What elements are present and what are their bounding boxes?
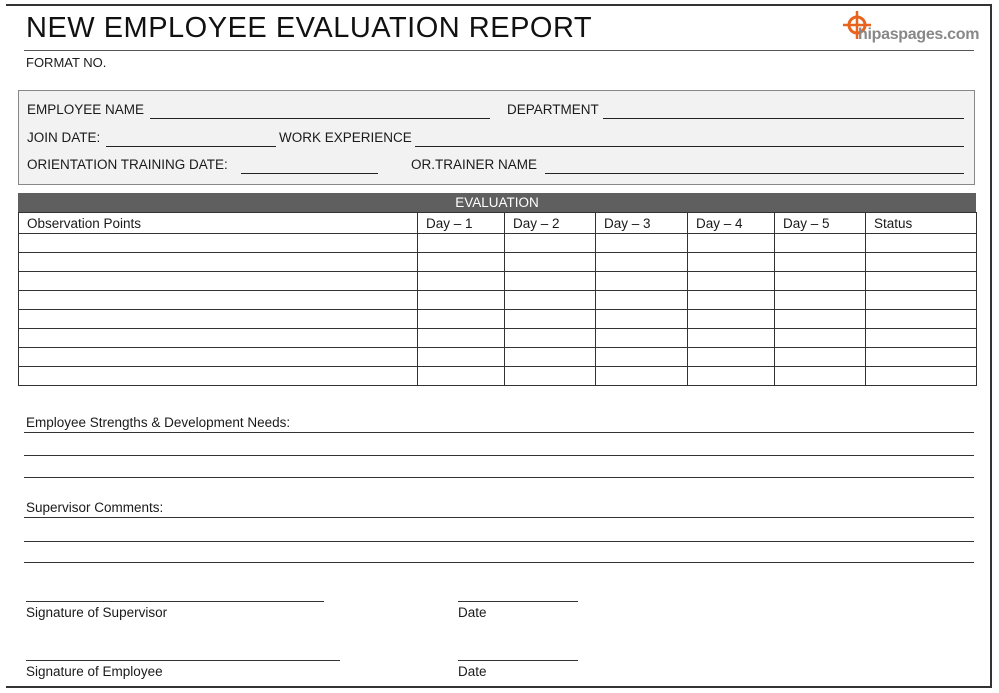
column-header-day-4: Day – 4 — [688, 213, 775, 234]
supervisor-comments-line-2[interactable] — [24, 541, 974, 542]
table-cell[interactable] — [688, 329, 775, 348]
supervisor-signature-field[interactable] — [26, 601, 324, 602]
table-row — [19, 253, 977, 272]
or-trainer-name-field[interactable] — [545, 173, 964, 174]
table-cell[interactable] — [596, 234, 688, 253]
page-title: NEW EMPLOYEE EVALUATION REPORT — [26, 12, 593, 44]
employee-name-field[interactable] — [150, 118, 490, 119]
table-cell[interactable] — [505, 329, 596, 348]
table-cell[interactable] — [19, 272, 418, 291]
table-cell[interactable] — [775, 348, 866, 367]
table-cell[interactable] — [505, 272, 596, 291]
table-cell[interactable] — [866, 272, 977, 291]
table-row — [19, 348, 977, 367]
table-cell[interactable] — [596, 291, 688, 310]
table-cell[interactable] — [866, 310, 977, 329]
table-cell[interactable] — [866, 367, 977, 386]
table-cell[interactable] — [505, 234, 596, 253]
table-cell[interactable] — [688, 348, 775, 367]
table-row — [19, 310, 977, 329]
strengths-line-3[interactable] — [24, 477, 974, 478]
table-cell[interactable] — [775, 310, 866, 329]
work-experience-label: WORK EXPERIENCE — [279, 130, 412, 145]
table-cell[interactable] — [418, 272, 505, 291]
employee-signature-label: Signature of Employee — [26, 664, 163, 679]
table-cell[interactable] — [418, 253, 505, 272]
strengths-line-2[interactable] — [24, 455, 974, 456]
table-cell[interactable] — [688, 291, 775, 310]
table-cell[interactable] — [596, 272, 688, 291]
table-cell[interactable] — [19, 329, 418, 348]
table-cell[interactable] — [19, 234, 418, 253]
table-cell[interactable] — [418, 367, 505, 386]
table-cell[interactable] — [775, 253, 866, 272]
table-cell[interactable] — [19, 253, 418, 272]
table-cell[interactable] — [688, 367, 775, 386]
employee-date-label: Date — [458, 664, 487, 679]
evaluation-heading: EVALUATION — [18, 193, 976, 212]
table-cell[interactable] — [866, 253, 977, 272]
table-cell[interactable] — [19, 367, 418, 386]
table-cell[interactable] — [19, 310, 418, 329]
column-header-day-5: Day – 5 — [775, 213, 866, 234]
employee-date-field[interactable] — [458, 660, 578, 661]
site-logo — [842, 10, 980, 46]
table-cell[interactable] — [866, 329, 977, 348]
join-date-field[interactable] — [106, 146, 276, 147]
table-cell[interactable] — [19, 348, 418, 367]
table-cell[interactable] — [505, 367, 596, 386]
employee-info-box — [18, 90, 975, 185]
orientation-training-date-field[interactable] — [241, 173, 378, 174]
strengths-line-1[interactable] — [24, 432, 974, 433]
table-cell[interactable] — [505, 291, 596, 310]
table-cell[interactable] — [688, 310, 775, 329]
table-cell[interactable] — [866, 291, 977, 310]
or-trainer-name-label: OR.TRAINER NAME — [411, 157, 538, 172]
department-field[interactable] — [603, 118, 964, 119]
table-cell[interactable] — [688, 234, 775, 253]
supervisor-signature-label: Signature of Supervisor — [26, 605, 168, 620]
table-row — [19, 329, 977, 348]
column-header-status: Status — [866, 213, 977, 234]
supervisor-date-field[interactable] — [458, 601, 578, 602]
table-cell[interactable] — [866, 348, 977, 367]
column-header-day-3: Day – 3 — [596, 213, 688, 234]
work-experience-field[interactable] — [415, 146, 964, 147]
table-cell[interactable] — [596, 253, 688, 272]
table-cell[interactable] — [505, 253, 596, 272]
column-header-day-2: Day – 2 — [505, 213, 596, 234]
employee-name-label: EMPLOYEE NAME — [27, 102, 145, 117]
format-number-label: FORMAT NO. — [26, 55, 107, 70]
table-cell[interactable] — [418, 310, 505, 329]
table-row — [19, 234, 977, 253]
department-label: DEPARTMENT — [507, 102, 599, 117]
orientation-training-date-label: ORIENTATION TRAINING DATE: — [27, 157, 228, 172]
table-cell[interactable] — [866, 234, 977, 253]
table-cell[interactable] — [775, 234, 866, 253]
table-cell[interactable] — [19, 291, 418, 310]
table-cell[interactable] — [418, 234, 505, 253]
table-cell[interactable] — [418, 329, 505, 348]
title-rule — [24, 50, 974, 51]
table-header-row — [19, 213, 977, 234]
table-cell[interactable] — [775, 367, 866, 386]
table-cell[interactable] — [505, 310, 596, 329]
table-row — [19, 367, 977, 386]
table-cell[interactable] — [596, 310, 688, 329]
table-cell[interactable] — [775, 329, 866, 348]
table-cell[interactable] — [775, 291, 866, 310]
supervisor-comments-line-3[interactable] — [24, 562, 974, 563]
supervisor-date-label: Date — [458, 605, 487, 620]
table-cell[interactable] — [505, 348, 596, 367]
join-date-label: JOIN DATE: — [27, 130, 101, 145]
table-cell[interactable] — [688, 253, 775, 272]
table-cell[interactable] — [418, 348, 505, 367]
table-cell[interactable] — [596, 367, 688, 386]
logo-text: hipaspages.com — [858, 26, 980, 43]
column-header-day-1: Day – 1 — [418, 213, 505, 234]
column-header-observation-points: Observation Points — [19, 213, 418, 234]
supervisor-comments-line-1[interactable] — [24, 517, 974, 518]
table-cell[interactable] — [418, 291, 505, 310]
strengths-label: Employee Strengths & Development Needs: — [26, 415, 291, 430]
table-row — [19, 291, 977, 310]
table-cell[interactable] — [688, 272, 775, 291]
table-cell[interactable] — [596, 348, 688, 367]
table-cell[interactable] — [596, 329, 688, 348]
table-row — [19, 272, 977, 291]
evaluation-table — [18, 212, 977, 386]
employee-signature-field[interactable] — [26, 660, 340, 661]
supervisor-comments-label: Supervisor Comments: — [26, 500, 164, 515]
table-cell[interactable] — [775, 272, 866, 291]
